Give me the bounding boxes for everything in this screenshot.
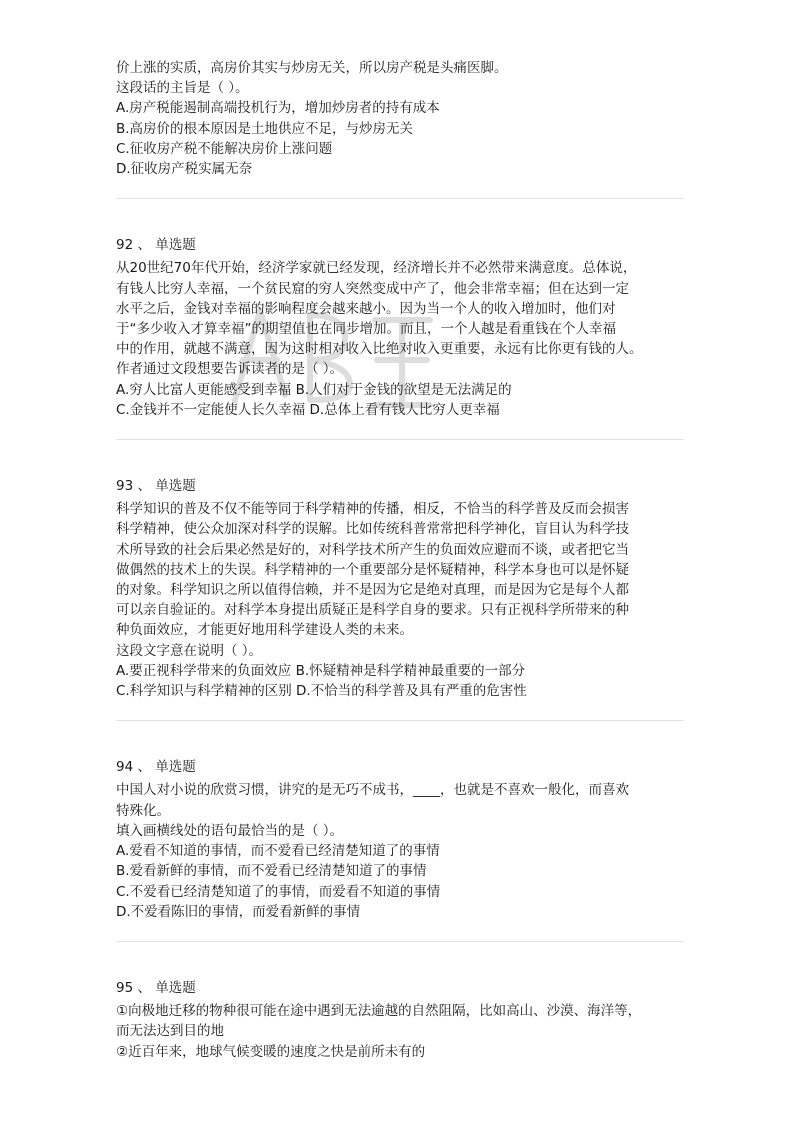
question-stem: 这段文字意在说明（ ）。 [116, 642, 263, 659]
text-line: 术所导致的社会后果必然是好的，对科学技术所产生的负面效应避而不谈，或者把它当 [116, 541, 629, 558]
question-header: 92 、 单选题 [116, 237, 196, 254]
question-block-prev [116, 58, 686, 199]
options-cd: C.科学知识与科学精神的区别 D.不恰当的科学普及具有严重的危害性 [116, 683, 527, 700]
text-line: ①向极地迁移的物种很可能在途中遇到无法逾越的自然阻隔，比如高山、沙漠、海洋等， [116, 1003, 642, 1020]
text-line: 中的作用，就越不满意，因为这时相对收入比绝对收入更重要，永远有比你更有钱的人。 [116, 341, 643, 358]
text-line: 的对象。科学知识之所以值得信赖，并不是因为它是绝对真理，而是因为它是每个人都 [116, 582, 629, 599]
text-line: 水平之后，金钱对幸福的影响程度会越来越小。因为当一个人的收入增加时，他们对 [116, 300, 616, 317]
options-ab: A.穷人比富人更能感受到幸福 B.人们对于金钱的欲望是无法满足的 [116, 381, 512, 398]
text-line: ②近百年来，地球气候变暖的速度之快是前所未有的 [116, 1043, 426, 1060]
question-header: 93 、 单选题 [116, 478, 196, 495]
option-a: A.爱看不知道的事情，而不爱看已经清楚知道了的事情 [116, 843, 440, 860]
question-stem: 填入画横线处的语句最恰当的是（ ）。 [116, 822, 344, 839]
question-block-95 [116, 942, 686, 1062]
text-line: 可以亲自验证的。对科学本身提出质疑正是科学自身的要求。只有正视科学所带来的种 [116, 602, 629, 619]
text-line: 价上涨的实质，高房价其实与炒房无关，所以房产税是头痛医脚。 [116, 60, 508, 76]
option-b: B.高房价的根本原因是土地供应不足，与炒房无关 [116, 120, 414, 137]
option-c: C.征收房产税不能解决房价上涨问题 [116, 140, 333, 157]
text-line: 从20世纪70年代开始，经济学家就已经发现，经济增长并不必然带来满意度。总体说， [116, 260, 637, 277]
question-stem: 作者通过文段想要告诉读者的是（ ）。 [116, 361, 344, 378]
options-ab: A.要正视科学带来的负面效应 B.怀疑精神是科学精神最重要的一部分 [116, 662, 526, 679]
text-line: 于“多少收入才算幸福”的期望值也在同步增加。而且，一个人越是看重钱在个人幸福 [116, 321, 616, 338]
text-line: 种负面效应，才能更好地用科学建设人类的未来。 [116, 622, 413, 639]
option-b: B.爱看新鲜的事情，而不爱看已经清楚知道了的事情 [116, 863, 427, 880]
text-line: 中国人对小说的欣赏习惯，讲究的是无巧不成书，____，也就是不喜欢一般化，而喜欢 [116, 782, 629, 799]
text-line: 科学精神，使公众加深对科学的误解。比如传统科普常常把科学神化，盲目认为科学技 [116, 521, 629, 538]
options-cd: C.金钱并不一定能使人长久幸福 D.总体上看有钱人比穷人更幸福 [116, 401, 500, 418]
option-d: D.征收房产税实属无奈 [116, 161, 253, 178]
question-block-94 [116, 721, 686, 942]
option-d: D.不爱看陈旧的事情，而爱看新鲜的事情 [116, 903, 361, 920]
option-a: A.房产税能遏制高端投机行为，增加炒房者的持有成本 [116, 100, 440, 117]
document-page [116, 58, 686, 1062]
question-header: 94 、 单选题 [116, 759, 196, 776]
text-line: 科学知识的普及不仅不能等同于科学精神的传播，相反，不恰当的科学普及反而会损害 [116, 501, 629, 518]
text-line: 有钱人比穷人幸福，一个贫民窟的穷人突然变成中产了，他会非常幸福；但在达到一定 [116, 280, 629, 297]
question-block-93 [116, 440, 686, 721]
text-line: 做偶然的技术上的失误。科学精神的一个重要部分是怀疑精神，科学本身也可以是怀疑 [116, 561, 629, 578]
option-c: C.不爱看已经清楚知道了的事情，而爱看不知道的事情 [116, 883, 441, 900]
question-stem: 这段话的主旨是（ ）。 [116, 80, 249, 97]
text-line: 特殊化。 [116, 802, 170, 819]
question-block-92 [116, 199, 686, 440]
question-header: 95 、 单选题 [116, 979, 196, 996]
text-line: 而无法达到目的地 [116, 1023, 224, 1040]
